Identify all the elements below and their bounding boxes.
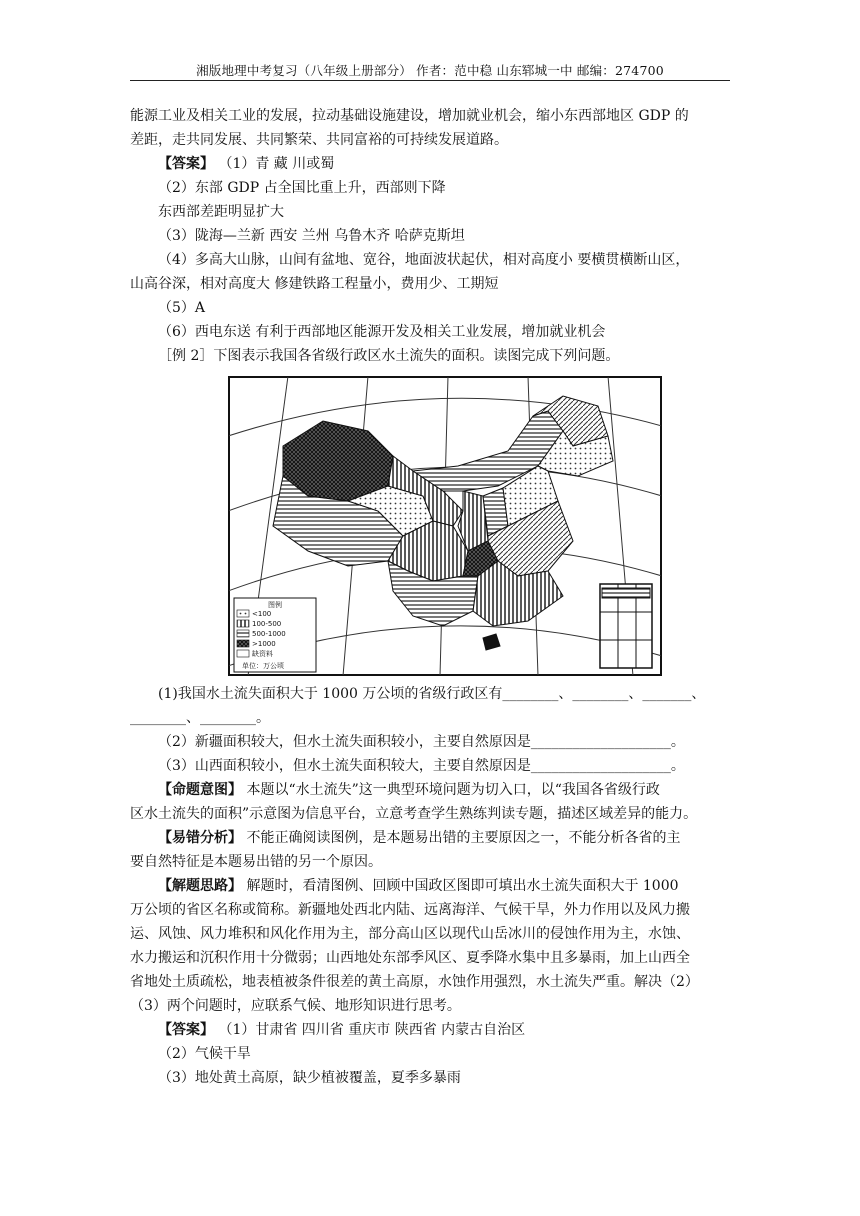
- question-3: （3）山西面积较小，但水土流失面积较大，主要自然原因是____________________。: [158, 758, 685, 774]
- intent-text: 本题以“水土流失”这一典型环境问题为切入口，以“我国各省级行政: [246, 782, 660, 798]
- final-answer-line: [130, 1018, 730, 1042]
- document-body: [130, 104, 730, 1090]
- legend-item: 100-500: [252, 620, 282, 628]
- idea-line: [130, 874, 730, 898]
- answer-line-1: [130, 152, 730, 176]
- header-rule: [130, 80, 730, 81]
- error-line: [130, 826, 730, 850]
- final-answer-3: （3）地处黄土高原，缺少植被覆盖，夏季多暴雨: [158, 1070, 461, 1086]
- question-1b: ________、________。: [130, 710, 270, 726]
- legend-unit: 单位：万公顷: [242, 662, 284, 670]
- legend-item: >1000: [252, 640, 276, 648]
- final-answer-text: （1）甘肃省 四川省 重庆市 陕西省 内蒙古自治区: [218, 1022, 526, 1038]
- answer-line-4: （4）多高大山脉，山间有盆地、宽谷，地面波状起伏，相对高度小 要横贯横断山区，: [158, 252, 690, 268]
- intent-line: [130, 778, 730, 802]
- final-answer-2: （2）气候干旱: [158, 1046, 251, 1062]
- error-tag: 【易错分析】: [158, 830, 242, 846]
- map-legend: [234, 598, 316, 672]
- question-1: (1)我国水土流失面积大于 1000 万公顷的省级行政区有________、________、_______、: [158, 686, 706, 702]
- answer-text: （1）青 藏 川或蜀: [218, 156, 335, 172]
- legend-item: 500-1000: [252, 630, 286, 638]
- answer-line-2: （2）东部 GDP 占全国比重上升，西部则下降: [158, 180, 446, 196]
- idea-line-f: （3）两个问题时，应联系气候、地形知识进行思考。: [130, 998, 461, 1014]
- map-figure: [228, 376, 662, 676]
- intent-tag: 【命题意图】: [158, 782, 242, 798]
- error-text: 不能正确阅读图例，是本题易出错的主要原因之一，不能分析各省的主: [246, 830, 681, 846]
- legend-item: <100: [252, 610, 272, 618]
- answer-line-5: （5）A: [158, 300, 206, 316]
- final-answer-tag: 【答案】: [158, 1022, 214, 1038]
- idea-line-e: 省地处土质疏松，地表植被条件很差的黄土高原，水蚀作用强烈，水土流失严重。解决（2）: [130, 974, 699, 990]
- example-2-heading: ［例 2］下图表示我国各省级行政区水土流失的面积。读图完成下列问题。: [158, 348, 620, 364]
- error-line-b: 要自然特征是本题易出错的另一个原因。: [130, 854, 382, 870]
- answer-tag: 【答案】: [158, 156, 214, 172]
- south-china-sea-inset: [600, 584, 652, 668]
- paragraph-line: 差距，走共同发展、共同繁荣、共同富裕的可持续发展道路。: [130, 132, 508, 148]
- answer-line-6: （6）西电东送 有利于西部地区能源开发及相关工业发展，增加就业机会: [158, 324, 606, 340]
- legend-title: 图例: [268, 601, 282, 609]
- answer-line-4b: 山高谷深，相对高度大 修建铁路工程量小，费用少、工期短: [130, 276, 499, 292]
- intent-line-b: 区水土流失的面积”示意图为信息平台，立意考查学生熟练判读专题，描述区域差异的能力。: [130, 806, 698, 822]
- idea-line-d: 水力搬运和沉积作用十分微弱；山西地处东部季风区、夏季降水集中且多暴雨，加上山西全: [130, 950, 690, 966]
- soil-erosion-map: [228, 376, 662, 676]
- idea-line-c: 运、风蚀、风力堆积和风化作用为主，部分高山区以现代山岳冰川的侵蚀作用为主，水蚀、: [130, 926, 690, 942]
- answer-line-2b: 东西部差距明显扩大: [158, 204, 284, 220]
- idea-tag: 【解题思路】: [158, 878, 242, 894]
- answer-line-3: （3）陇海—兰新 西安 兰州 乌鲁木齐 哈萨克斯坦: [158, 228, 465, 244]
- legend-item: 缺资料: [252, 650, 273, 658]
- idea-line-b: 万公顷的省区名称或简称。新疆地处西北内陆、远离海洋、气候干旱，外力作用以及风力搬: [130, 902, 690, 918]
- page-header: 湘版地理中考复习（八年级上册部分） 作者：范中稳 山东郓城一中 邮编：274700: [196, 63, 664, 78]
- question-2: （2）新疆面积较大，但水土流失面积较小，主要自然原因是____________________。: [158, 734, 685, 750]
- idea-text: 解题时，看清图例、回顾中国政区图即可填出水土流失面积大于 1000: [246, 878, 679, 894]
- paragraph-line: 能源工业及相关工业的发展，拉动基础设施建设，增加就业机会，缩小东西部地区 GDP 的: [130, 108, 689, 124]
